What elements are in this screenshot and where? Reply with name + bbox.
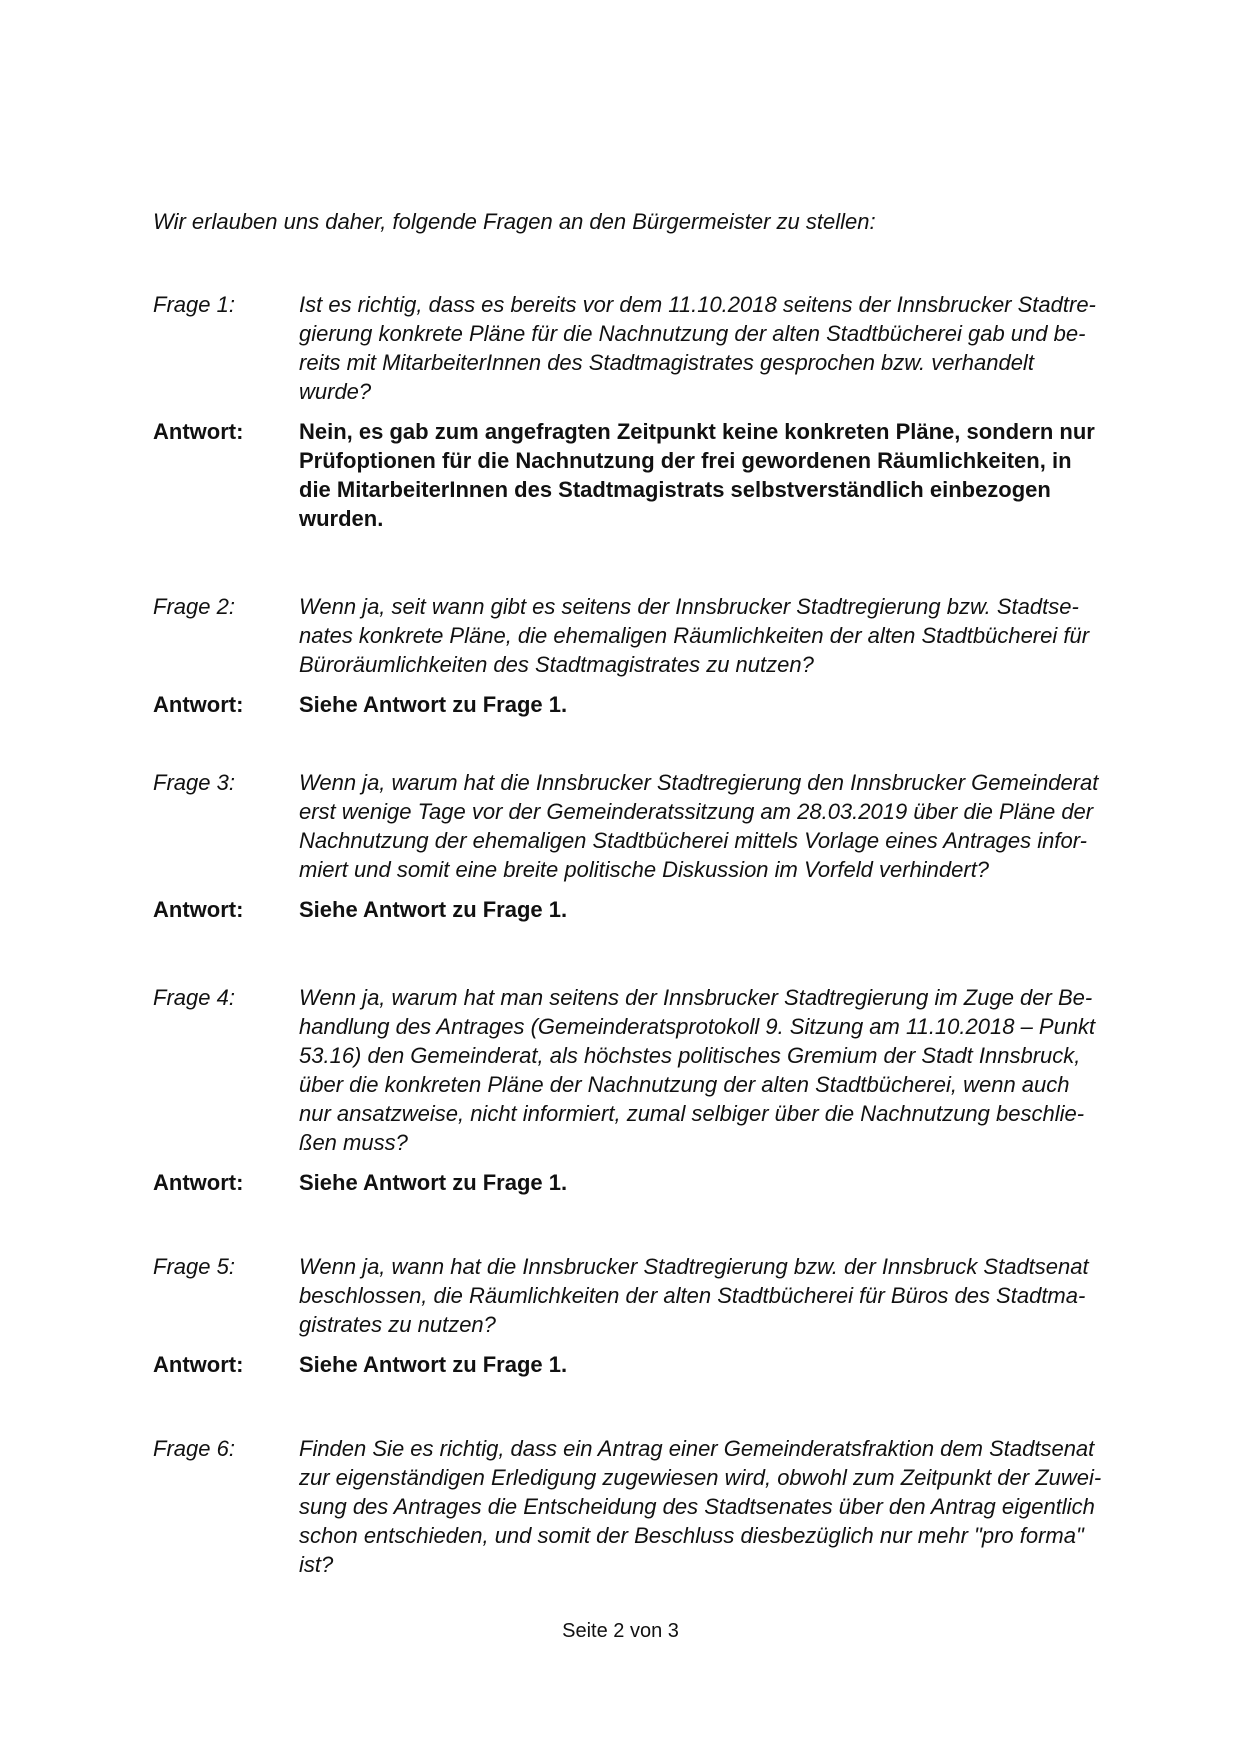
qa-block-2	[153, 592, 1143, 719]
question-text: Wenn ja, wann hat die Innsbrucker Stadtregierung bzw. der Innsbruck Stadtsenat beschlossen, die Räumlichkeiten der alten Stadtbücherei für Büros des Stadtma- gistrates zu nutzen?	[299, 1254, 1089, 1337]
answer-text: Siehe Antwort zu Frage 1.	[299, 897, 568, 922]
qa-block-4	[153, 983, 1143, 1197]
answer-text: Siehe Antwort zu Frage 1.	[299, 692, 568, 717]
answer-label: Antwort:	[153, 1170, 244, 1195]
answer-text: Nein, es gab zum angefragten Zeitpunkt keine konkreten Pläne, sondern nur Prüfoptionen für die Nachnutzung der frei gewordenen Räumlichkeiten, in die MitarbeiterInnen des Stadtmagistrats selbstverständlich einbezogen wurden.	[299, 419, 1095, 531]
qa-block-3	[153, 768, 1143, 924]
question-6	[153, 1434, 1143, 1579]
question-4	[153, 983, 1143, 1157]
question-label: Frage 4:	[153, 985, 235, 1010]
question-label: Frage 2:	[153, 594, 235, 619]
question-1	[153, 290, 1143, 406]
question-text: Finden Sie es richtig, dass ein Antrag einer Gemeinderatsfraktion dem Stadtsenat zur eigenständigen Erledigung zugewiesen wird, obwohl zum Zeitpunkt der Zuwei- sung des Antrages die Entscheidung des Stadtsenates über den Antrag eigentlich schon entschieden, und somit der Beschluss diesbezüglich nur mehr "pro forma" ist?	[299, 1436, 1102, 1577]
question-label: Frage 5:	[153, 1254, 235, 1279]
question-text: Wenn ja, warum hat die Innsbrucker Stadtregierung den Innsbrucker Gemeinderat erst wenige Tage vor der Gemeinderatssitzung am 28.03.2019 über die Pläne der Nachnutzung der ehemaligen Stadtbücherei mittels Vorlage eines Antrages infor- miert und somit eine breite politische Diskussion im Vorfeld verhindert?	[299, 770, 1099, 882]
question-text: Wenn ja, seit wann gibt es seitens der Innsbrucker Stadtregierung bzw. Stadtse- nates konkrete Pläne, die ehemaligen Räumlichkeiten der alten Stadtbücherei für Büroräumlichkeiten des Stadtmagistrates zu nutzen?	[299, 594, 1090, 677]
answer-label: Antwort:	[153, 1352, 244, 1377]
question-5	[153, 1252, 1143, 1339]
answer-label: Antwort:	[153, 692, 244, 717]
question-label: Frage 3:	[153, 770, 235, 795]
answer-text: Siehe Antwort zu Frage 1.	[299, 1170, 568, 1195]
answer-1	[153, 417, 1143, 533]
qa-block-6	[153, 1434, 1143, 1579]
intro-text: Wir erlauben uns daher, folgende Fragen an den Bürgermeister zu stellen:	[153, 209, 876, 234]
question-text: Wenn ja, warum hat man seitens der Innsbrucker Stadtregierung im Zuge der Be- handlung des Antrages (Gemeinderatsprotokoll 9. Sitzung am 11.10.2018 – Punkt 53.16) den Gemeinderat, als höchstes politisches Gremium der Stadt Innsbruck, über die konkreten Pläne der Nachnutzung der alten Stadtbücherei, wenn auch nur ansatzweise, nicht informiert, zumal selbiger über die Nachnutzung beschlie- ßen muss?	[299, 985, 1096, 1155]
question-text: Ist es richtig, dass es bereits vor dem 11.10.2018 seitens der Innsbrucker Stadtre- gierung konkrete Pläne für die Nachnutzung der alten Stadtbücherei gab und be- reits mit MitarbeiterInnen des Stadtmagistrates gesprochen bzw. verhandelt wurde?	[299, 292, 1096, 404]
question-label: Frage 6:	[153, 1436, 235, 1461]
question-label: Frage 1:	[153, 292, 235, 317]
answer-4	[153, 1168, 1143, 1197]
question-3	[153, 768, 1143, 884]
answer-label: Antwort:	[153, 897, 244, 922]
qa-block-1	[153, 290, 1143, 533]
answer-5	[153, 1350, 1143, 1379]
answer-2	[153, 690, 1143, 719]
page-footer: Seite 2 von 3	[562, 1620, 679, 1642]
answer-label: Antwort:	[153, 419, 244, 444]
question-2	[153, 592, 1143, 679]
qa-block-5	[153, 1252, 1143, 1379]
answer-3	[153, 895, 1143, 924]
answer-text: Siehe Antwort zu Frage 1.	[299, 1352, 568, 1377]
